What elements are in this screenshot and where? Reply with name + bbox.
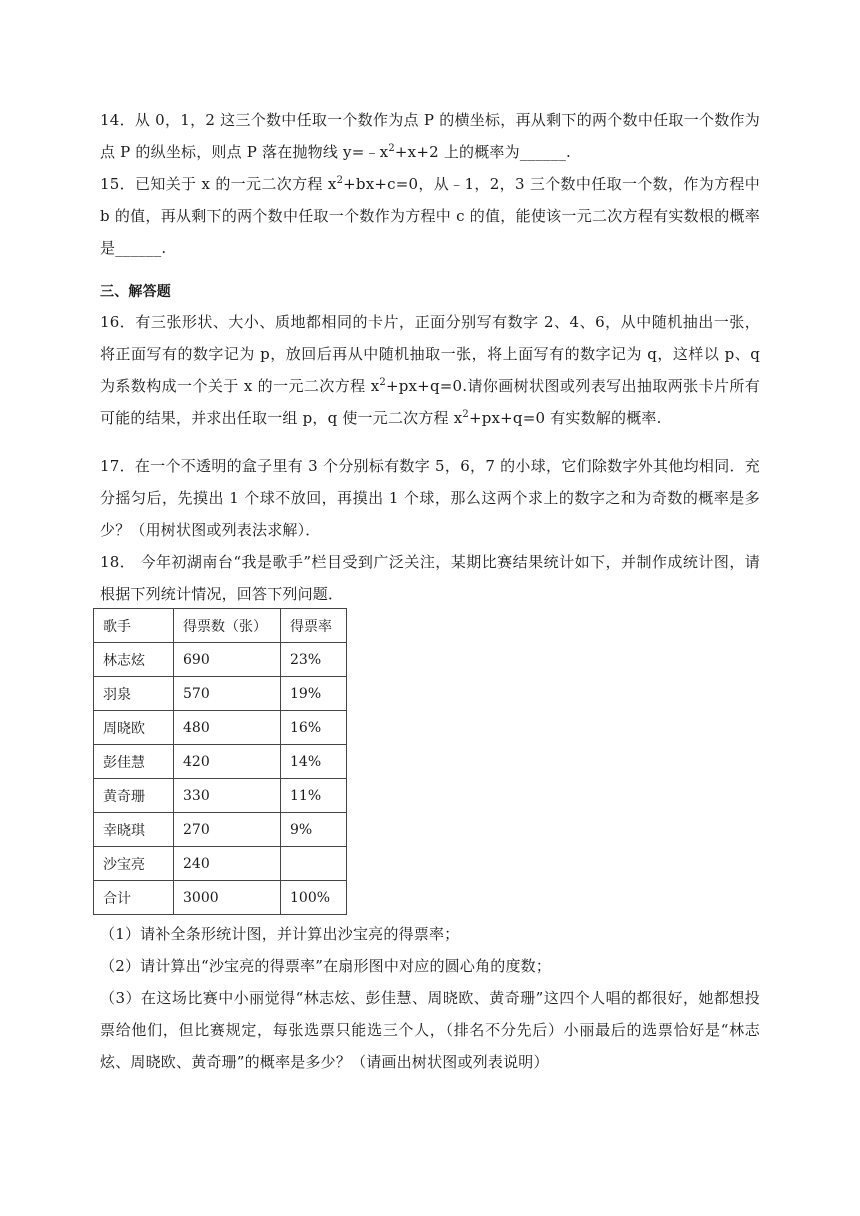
table-row xyxy=(94,779,347,813)
table-cell: 690 xyxy=(174,643,281,677)
question-14 xyxy=(100,104,760,168)
table-cell: 沙宝亮 xyxy=(94,847,174,881)
table-cell: 合计 xyxy=(94,881,174,915)
table-cell: 240 xyxy=(174,847,281,881)
table-cell: 黄奇珊 xyxy=(94,779,174,813)
table-cell: 林志炫 xyxy=(94,643,174,677)
question-16-text-b: +px+q=0.请你画树状图或列表写出抽取两张卡片所有可能的结果，并求出任取一组 p，q 使一元二次方程 x xyxy=(100,377,760,427)
table-cell: 420 xyxy=(174,745,281,779)
table-cell: 270 xyxy=(174,813,281,847)
table-cell: 14% xyxy=(281,745,347,779)
superscript-2: 2 xyxy=(336,175,344,186)
sub-question-1: （1）请补全条形统计图，并计算出沙宝亮的得票率； xyxy=(100,925,460,943)
table-header-row xyxy=(94,609,347,643)
question-15-text-a: 15．已知关于 x 的一元二次方程 x xyxy=(100,175,337,193)
table-cell: 11% xyxy=(281,779,347,813)
question-16-text-a: 16．有三张形状、大小、质地都相同的卡片，正面分别写有数字 2、4、6，从中随机抽出一张，将正面写有的数字记为 p，放回后再从中随机抽取一张，将上面写有的数字记为 q，这样以 p、q 为系数构成一个关于 x 的一元二次方程 x xyxy=(100,313,760,395)
section-title: 三、解答题 xyxy=(100,284,171,300)
votes-table xyxy=(93,608,347,915)
table-cell: 周晓欧 xyxy=(94,711,174,745)
table-row xyxy=(94,677,347,711)
question-15-text-b: +bx+c=0，从﹣1，2，3 三个数中任取一个数，作为方程中 b 的值，再从剩下的两个数中任取一个数作为方程中 c 的值，能使该一元二次方程有实数根的概率是______. xyxy=(100,175,760,257)
header-cell: 歌手 xyxy=(94,609,174,643)
table-row xyxy=(94,847,347,881)
sub-question-3: （3）在这场比赛中小丽觉得“林志炫、彭佳慧、周晓欧、黄奇珊”这四个人唱的都很好，她都想投票给他们，但比赛规定，每张选票只能选三个人，（排名不分先后）小丽最后的选票恰好是“林志炫、周晓欧、黄奇珊”的概率是多少？（请画出树状图或列表说明） xyxy=(100,989,760,1071)
table-cell: 330 xyxy=(174,779,281,813)
table-cell xyxy=(281,847,347,881)
table-row xyxy=(94,711,347,745)
sub-question-2: （2）请计算出“沙宝亮的得票率”在扇形图中对应的圆心角的度数； xyxy=(100,957,552,975)
header-cell: 得票率 xyxy=(281,609,347,643)
table-cell: 3000 xyxy=(174,881,281,915)
table-cell: 100% xyxy=(281,881,347,915)
table-cell: 彭佳慧 xyxy=(94,745,174,779)
superscript-2: 2 xyxy=(379,377,386,388)
table-cell: 19% xyxy=(281,677,347,711)
question-16-text-c: +px+q=0 有实数解的概率. xyxy=(468,409,662,427)
table-cell: 9% xyxy=(281,813,347,847)
question-14-text-a: 14．从 0，1，2 这三个数中任取一个数作为点 P 的横坐标，再从剩下的两个数中任取一个数作为点 P 的纵坐标，则点 P 落在抛物线 y=﹣x xyxy=(100,111,760,161)
question-15 xyxy=(100,168,760,264)
table-cell: 480 xyxy=(174,711,281,745)
table-row xyxy=(94,745,347,779)
table-cell: 570 xyxy=(174,677,281,711)
table-cell: 16% xyxy=(281,711,347,745)
table-row xyxy=(94,813,347,847)
question-16 xyxy=(100,306,760,434)
header-cell: 得票数（张） xyxy=(174,609,281,643)
table-row xyxy=(94,643,347,677)
superscript-2: 2 xyxy=(462,409,469,420)
question-14-text-b: +x+2 上的概率为______. xyxy=(394,143,571,161)
table-cell: 23% xyxy=(281,643,347,677)
table-cell: 羽泉 xyxy=(94,677,174,711)
table-row xyxy=(94,881,347,915)
superscript-2: 2 xyxy=(388,143,395,154)
table-cell: 幸晓琪 xyxy=(94,813,174,847)
question-17: 17．在一个不透明的盒子里有 3 个分别标有数字 5，6，7 的小球，它们除数字外其他均相同．充分摇匀后，先摸出 1 个球不放回，再摸出 1 个球，那么这两个求上的数字之和为奇数的概率是多少？（用树状图或列表法求解）． xyxy=(100,457,760,539)
question-18: 18． 今年初湖南台“我是歌手”栏目受到广泛关注，某期比赛结果统计如下，并制作成统计图，请根据下列统计情况，回答下列问题． xyxy=(100,553,760,603)
